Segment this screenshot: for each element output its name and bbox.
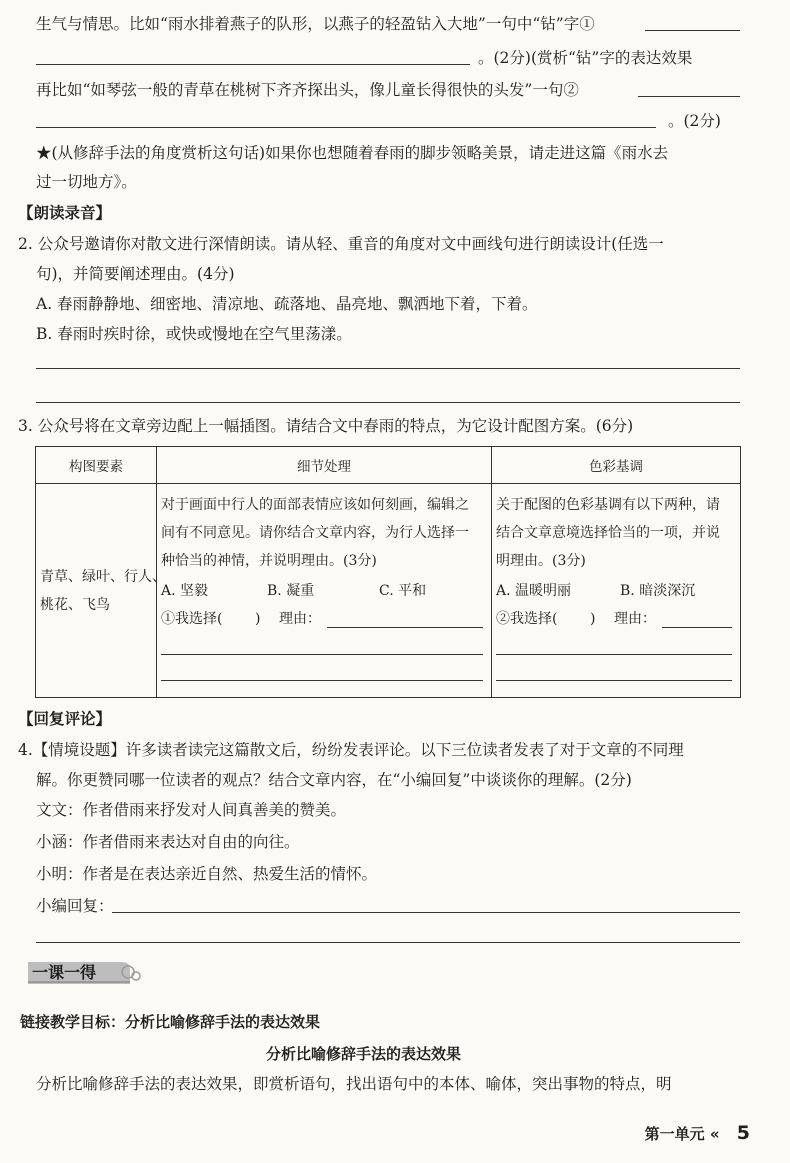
banner-label: 一课一得 xyxy=(32,963,97,982)
detail-line-1: 对于画面中行人的面部表情应该如何刻画，编辑之 xyxy=(161,497,469,513)
option-b: B. 春雨时疾时徐，或快或慢地在空气里荡漾。 xyxy=(36,325,352,343)
question-3: 3. 公众号将在文章旁边配上一幅插图。请结合文中春雨的特点，为它设计配图方案。(6分) xyxy=(18,417,634,435)
lesson-title: 分析比喻修辞手法的表达效果 xyxy=(266,1045,462,1063)
intro-line-4-suffix: 。(2分) xyxy=(668,112,721,130)
answer-blank-1b[interactable] xyxy=(36,64,470,65)
table-header-color: 色彩基调 xyxy=(492,447,741,484)
editor-reply-line-1[interactable] xyxy=(112,912,740,913)
table-header-detail: 细节处理 xyxy=(157,447,492,484)
detail-answer-line-1[interactable] xyxy=(161,654,483,655)
color-line-2: 结合文章意境选择恰当的一项，并说 xyxy=(496,525,720,541)
color-line-1: 关于配图的色彩基调有以下两种，请 xyxy=(496,497,720,513)
color-reason-label: 理由： xyxy=(614,611,656,627)
table-cell-detail xyxy=(157,484,492,698)
question-4-line-1: 4.【情境设题】许多读者读完这篇散文后，纷纷发表评论。以下三位读者发表了对于文章的不同理 xyxy=(18,741,684,759)
lesson-banner xyxy=(26,958,142,988)
color-option-b: B. 暗淡深沉 xyxy=(620,583,696,599)
comment-xiaohan: 小涵：作者借雨来表达对自由的向往。 xyxy=(36,833,300,851)
elements-line-2: 桃花、飞鸟 xyxy=(40,597,110,613)
intro-line-1: 生气与情思。比如“雨水排着燕子的队形，以燕子的轻盈钻入大地”一句中“钻”字① xyxy=(36,15,595,33)
detail-line-2: 间有不同意见。请你结合文章内容，为行人选择一 xyxy=(161,525,469,541)
question-4-line-2: 解。你更赞同哪一位读者的观点？结合文章内容，在“小编回复”中谈谈你的理解。(2分) xyxy=(36,771,632,789)
answer-line-q2-2[interactable] xyxy=(36,402,740,403)
comment-wenwen: 文文：作者借雨来抒发对人间真善美的赞美。 xyxy=(36,801,347,819)
lesson-paragraph: 分析比喻修辞手法的表达效果，即赏析语句，找出语句中的本体、喻体，突出事物的特点，明 xyxy=(36,1075,672,1093)
color-choice-label: ②我选择( xyxy=(496,611,558,627)
detail-reason-label: 理由： xyxy=(279,611,321,627)
question-2-line-2: 句)，并简要阐述理由。(4分) xyxy=(36,265,235,283)
editor-reply-label: 小编回复： xyxy=(36,897,114,915)
detail-line-3: 种恰当的神情，并说明理由。(3分) xyxy=(161,553,377,569)
design-table xyxy=(35,446,741,698)
table-cell-color xyxy=(492,484,741,698)
footer-arrows: « xyxy=(709,1125,720,1143)
detail-option-b: B. 凝重 xyxy=(267,583,315,599)
editor-reply-line-2[interactable] xyxy=(36,942,740,943)
answer-blank-1a[interactable] xyxy=(645,30,740,31)
table-header-elements: 构图要素 xyxy=(36,447,157,484)
elements-line-1: 青草、绿叶、行人、 xyxy=(40,569,166,585)
detail-option-c: C. 平和 xyxy=(379,583,427,599)
detail-answer-line-2[interactable] xyxy=(161,680,483,681)
intro-line-6: 过一切地方》。 xyxy=(36,173,137,191)
color-answer-line-2[interactable] xyxy=(496,680,732,681)
page-footer xyxy=(645,1122,750,1144)
intro-line-2-suffix: 。(2分)(赏析“钻”字的表达效果 xyxy=(478,49,693,67)
option-a: A. 春雨静静地、细密地、清凉地、疏落地、晶亮地、飘洒地下着，下着。 xyxy=(36,295,538,313)
color-option-a: A. 温暖明丽 xyxy=(496,583,572,599)
color-line-3: 明理由。(3分) xyxy=(496,553,586,569)
detail-option-a: A. 坚毅 xyxy=(161,583,209,599)
intro-line-5: ★(从修辞手法的角度赏析这句话)如果你也想随着春雨的脚步领略美景，请走进这篇《雨水去 xyxy=(36,144,669,162)
comment-xiaoming: 小明：作者是在表达亲近自然、热爱生活的情怀。 xyxy=(36,865,378,883)
section-heading-reading: 【朗读录音】 xyxy=(18,204,112,222)
table-cell-elements xyxy=(36,484,166,698)
answer-blank-2a[interactable] xyxy=(638,96,740,97)
color-choice-close: ) xyxy=(590,611,596,627)
answer-line-q2-1[interactable] xyxy=(36,368,740,369)
detail-choice-label: ①我选择( xyxy=(161,611,223,627)
answer-blank-2b[interactable] xyxy=(36,127,656,128)
section-heading-reply: 【回复评论】 xyxy=(18,710,112,728)
detail-reason-blank[interactable] xyxy=(327,627,483,628)
color-answer-line-1[interactable] xyxy=(496,654,732,655)
page-number: 5 xyxy=(736,1122,750,1144)
color-reason-blank[interactable] xyxy=(662,627,732,628)
detail-choice-close: ) xyxy=(255,611,261,627)
intro-line-3: 再比如“如琴弦一般的青草在桃树下齐齐探出头，像儿童长得很快的头发”一句② xyxy=(36,81,579,99)
footer-unit: 第一单元 xyxy=(644,1125,705,1143)
lesson-goal: 链接教学目标：分析比喻修辞手法的表达效果 xyxy=(20,1013,321,1031)
question-2-line-1: 2. 公众号邀请你对散文进行深情朗读。请从轻、重音的角度对文中画线句进行朗读设计(任选一 xyxy=(18,235,664,253)
